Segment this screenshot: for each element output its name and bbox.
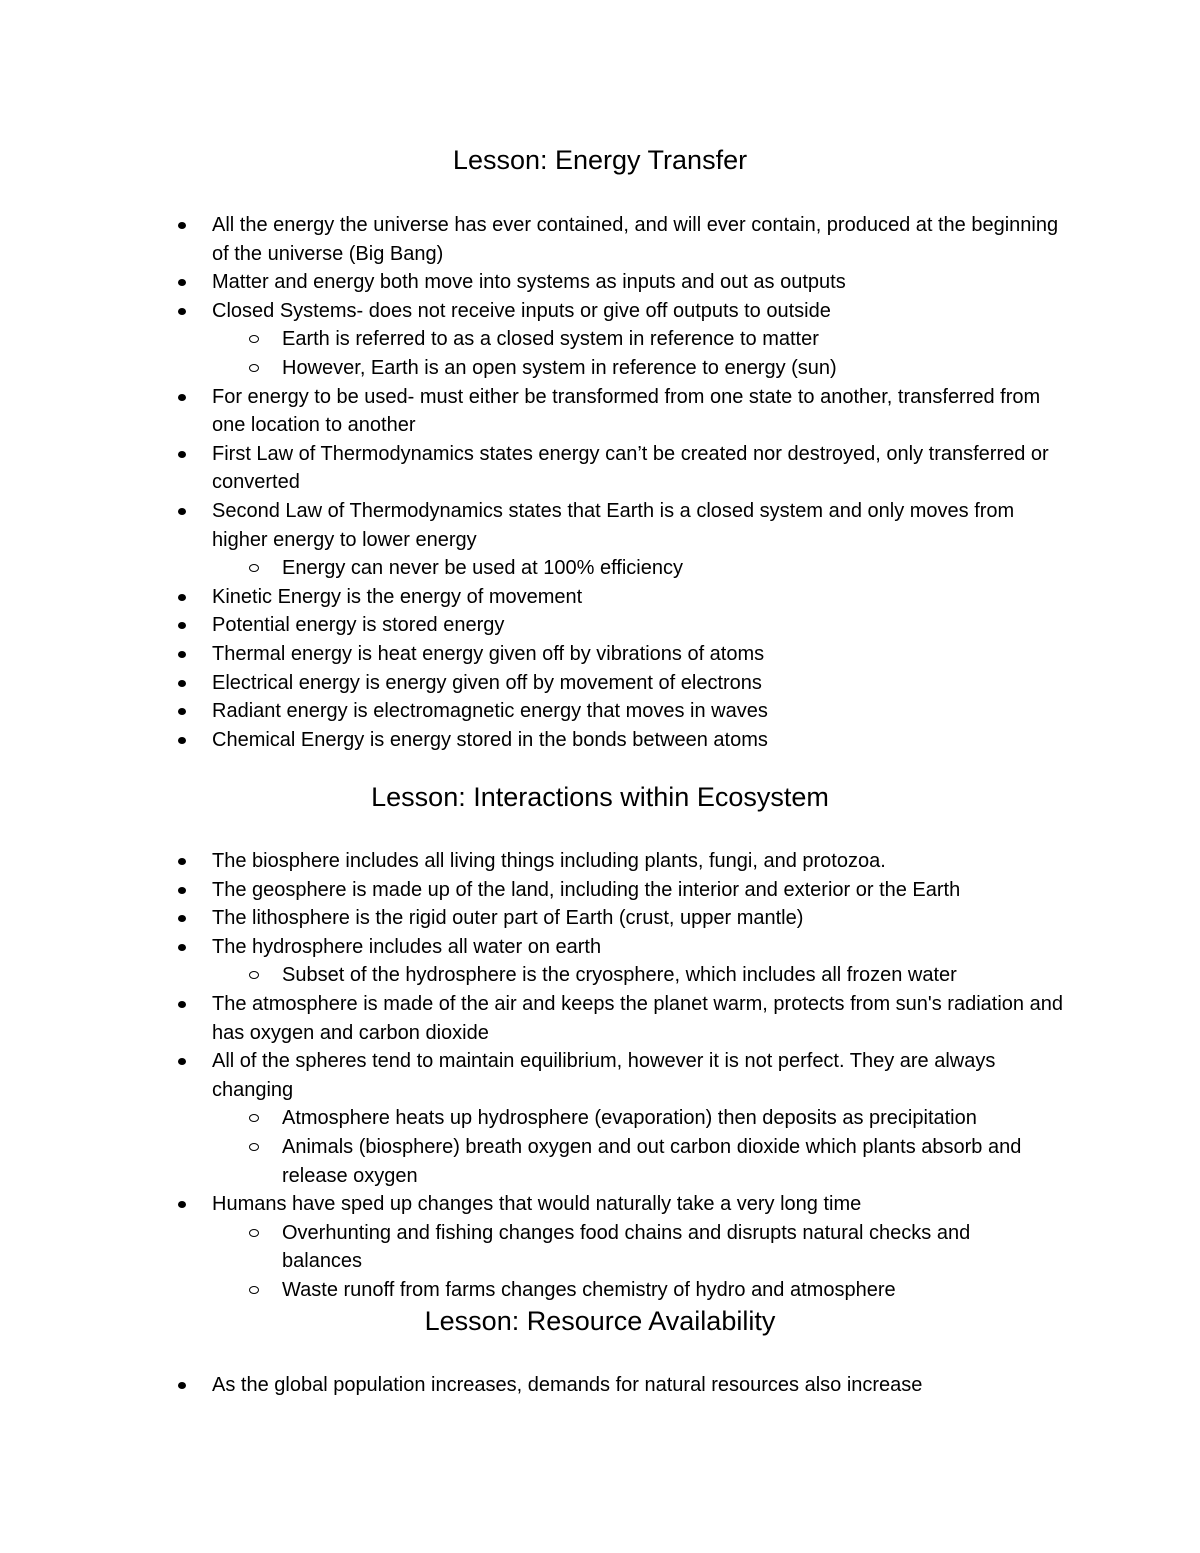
sub-list-item [0, 1276, 1200, 1305]
list-item-text: First Law of Thermodynamics states energy can’t be created nor destroyed, only transferred or converted [212, 442, 1049, 494]
list-item [0, 611, 1200, 640]
sub-list-item-text: Subset of the hydrosphere is the cryosphere, which includes all frozen water [282, 964, 957, 987]
bullet-dot-icon [178, 944, 186, 951]
list-item-text: Electrical energy is energy given off by movement of electrons [212, 671, 762, 694]
sub-list-item-text: Energy can never be used at 100% efficiency [282, 557, 683, 580]
bullet-dot-icon [178, 737, 186, 744]
bullet-circle-icon [249, 364, 259, 372]
sub-list-item-text: Earth is referred to as a closed system in reference to matter [282, 328, 819, 351]
bullet-dot-icon [178, 858, 186, 865]
bullet-circle-icon [249, 335, 259, 343]
sub-list-item-text: Animals (biosphere) breath oxygen and out carbon dioxide which plants absorb and release oxygen [282, 1135, 1022, 1187]
bullet-circle-icon [249, 1286, 259, 1294]
sub-list-item [0, 354, 1200, 383]
bullet-dot-icon [178, 1201, 186, 1208]
sub-list-item [0, 1133, 1200, 1190]
list-item-text: Second Law of Thermodynamics states that Earth is a closed system and only moves from higher energy to lower energy [212, 499, 1015, 551]
section-heading: Lesson: Energy Transfer [452, 145, 748, 175]
section-energy-transfer [0, 144, 1200, 754]
list-item [0, 669, 1200, 698]
bullet-list [0, 847, 1200, 1305]
list-item-text: All the energy the universe has ever contained, and will ever contain, produced at the beginning of the universe (Big Bang) [212, 214, 1059, 265]
list-item [0, 1190, 1200, 1304]
bullet-dot-icon [178, 680, 186, 687]
sub-list-item-text: Atmosphere heats up hydrosphere (evaporation) then deposits as precipitation [282, 1107, 977, 1130]
bullet-circle-icon [249, 1229, 259, 1237]
list-item-text: The hydrosphere includes all water on earth [212, 935, 602, 958]
bullet-circle-icon [249, 1114, 259, 1122]
bullet-dot-icon [178, 451, 186, 458]
list-item [0, 847, 1200, 876]
list-item-text: Humans have sped up changes that would naturally take a very long time [212, 1193, 862, 1216]
list-item [0, 904, 1200, 933]
list-item [0, 383, 1200, 440]
bullet-circle-icon [249, 1143, 259, 1151]
list-item-text: As the global population increases, demands for natural resources also increase [212, 1374, 923, 1396]
bullet-dot-icon [178, 308, 186, 315]
sub-list-item [0, 1219, 1200, 1276]
bullet-circle-icon [249, 971, 259, 979]
sub-list-item [0, 325, 1200, 354]
section-interactions-ecosystem [0, 781, 1200, 1305]
list-item-text: All of the spheres tend to maintain equilibrium, however it is not perfect. They are always changing [212, 1050, 996, 1101]
list-item [0, 933, 1200, 990]
list-item [0, 990, 1200, 1047]
bullet-dot-icon [178, 508, 186, 515]
sub-bullet-list [212, 1104, 1065, 1190]
list-item [0, 211, 1200, 268]
sub-list-item-text: Overhunting and fishing changes food chains and disrupts natural checks and balances [282, 1221, 971, 1273]
bullet-dot-icon [178, 915, 186, 922]
list-item-text: Kinetic Energy is the energy of movement [212, 585, 583, 608]
bullet-dot-icon [178, 222, 186, 229]
list-item-text: Radiant energy is electromagnetic energy that moves in waves [212, 700, 768, 723]
sub-list-item-text: Waste runoff from farms changes chemistry of hydro and atmosphere [282, 1278, 896, 1301]
sub-bullet-list [212, 325, 1065, 382]
list-item [0, 440, 1200, 497]
bullet-dot-icon [178, 279, 186, 286]
section-heading: Lesson: Resource Availability [424, 1306, 776, 1336]
list-item-text: Potential energy is stored energy [212, 614, 505, 637]
list-item [0, 697, 1200, 726]
list-item-text: The lithosphere is the rigid outer part of Earth (crust, upper mantle) [212, 907, 804, 930]
list-item-text: For energy to be used- must either be transformed from one state to another, transferred from one location to another [212, 385, 1041, 437]
list-item [0, 640, 1200, 669]
list-item [0, 1047, 1200, 1190]
bullet-dot-icon [178, 594, 186, 601]
list-item [0, 297, 1200, 383]
bullet-circle-icon [249, 564, 259, 572]
sub-list-item [0, 554, 1200, 583]
list-item-text: Matter and energy both move into systems as inputs and out as outputs [212, 271, 846, 294]
section-heading: Lesson: Interactions within Ecosystem [371, 782, 829, 812]
bullet-dot-icon [178, 394, 186, 401]
bullet-dot-icon [178, 651, 186, 658]
bullet-dot-icon [178, 622, 186, 629]
bullet-dot-icon [178, 1058, 186, 1065]
sub-list-item-text: However, Earth is an open system in reference to energy (sun) [282, 356, 837, 379]
list-item [0, 583, 1200, 612]
list-item-text: The atmosphere is made of the air and keeps the planet warm, protects from sun's radiation and has oxygen and carbon dioxide [212, 992, 1063, 1044]
list-item [0, 1371, 1200, 1400]
sub-bullet-list [212, 554, 1065, 583]
list-item [0, 268, 1200, 297]
list-item-text: Closed Systems- does not receive inputs or give off outputs to outside [212, 299, 831, 322]
list-item-text: Thermal energy is heat energy given off by vibrations of atoms [212, 642, 765, 665]
sub-list-item [0, 961, 1200, 990]
bullet-dot-icon [178, 708, 186, 715]
list-item-text: The geosphere is made up of the land, including the interior and exterior or the Earth [212, 878, 961, 901]
bullet-list [0, 211, 1200, 754]
list-item-text: The biosphere includes all living things including plants, fungi, and protozoa. [212, 850, 886, 872]
list-item [0, 497, 1200, 583]
bullet-dot-icon [178, 1001, 186, 1008]
list-item-text: Chemical Energy is energy stored in the bonds between atoms [212, 728, 768, 751]
bullet-dot-icon [178, 887, 186, 894]
sub-bullet-list [212, 961, 1065, 990]
bullet-list [0, 1371, 1200, 1400]
section-resource-availability [0, 1305, 1200, 1400]
list-item [0, 876, 1200, 905]
list-item [0, 726, 1200, 755]
sub-bullet-list [212, 1219, 1065, 1305]
sub-list-item [0, 1104, 1200, 1133]
bullet-dot-icon [178, 1382, 186, 1389]
